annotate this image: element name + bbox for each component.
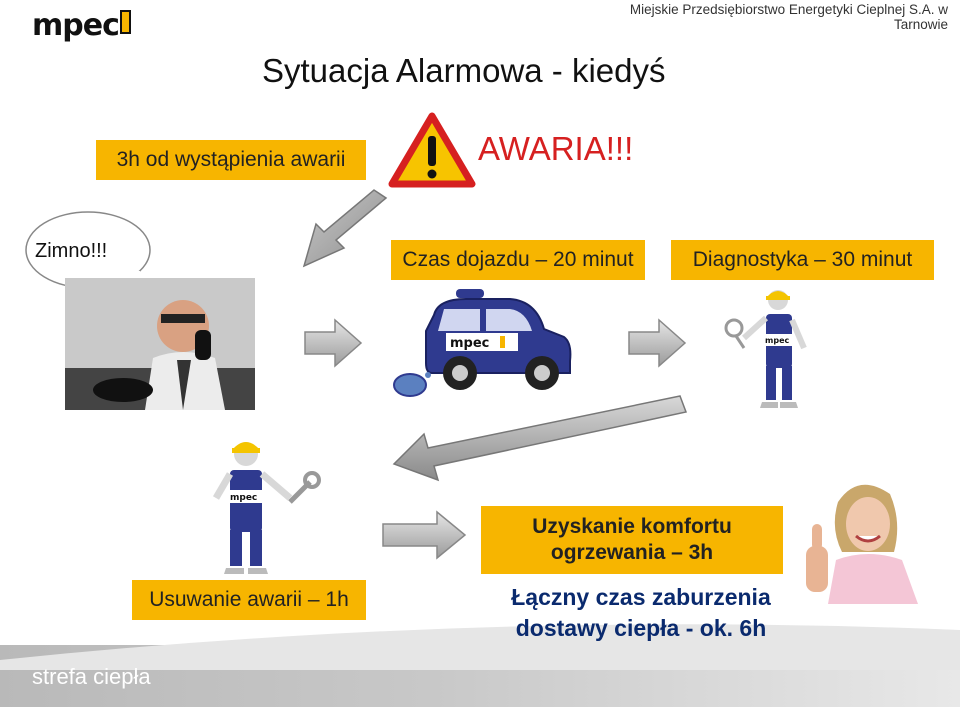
company-name: Miejskie Przedsiębiorstwo Energetyki Cieplnej S.A. w Tarnowie [629, 2, 948, 32]
arrow-icon [627, 318, 687, 368]
arrow-icon [381, 510, 469, 560]
start-box: 3h od wystąpienia awarii [96, 140, 366, 180]
worker-icon [722, 286, 820, 410]
logo: mpec [32, 8, 131, 43]
worker-icon [206, 436, 324, 576]
happy-woman-photo [798, 472, 922, 604]
arrow-icon [296, 188, 392, 272]
service-car-icon [386, 285, 578, 405]
diagnosis-box: Diagnostyka – 30 minut [671, 240, 934, 280]
svg-text:mpec: mpec [450, 336, 490, 351]
svg-text:mpec: mpec [765, 336, 790, 345]
svg-text:mpec: mpec [230, 493, 258, 503]
page-title: Sytuacja Alarmowa - kiedyś [262, 52, 666, 89]
warning-triangle-icon [388, 112, 476, 190]
alert-text: AWARIA!!! [478, 130, 634, 167]
comfort-box: Uzyskanie komfortu ogrzewania – 3h [481, 506, 783, 574]
travel-time-box: Czas dojazdu – 20 minut [391, 240, 645, 280]
total-time-text: Łączny czas zaburzenia dostawy ciepła - ok. 6h [511, 584, 771, 641]
arrow-icon [390, 390, 690, 490]
arrow-icon [303, 318, 363, 368]
footer-text: strefa ciepła [32, 664, 151, 689]
repair-box: Usuwanie awarii – 1h [132, 580, 366, 620]
bubble-text: Zimno!!! [35, 240, 108, 262]
angry-man-photo [65, 278, 255, 410]
